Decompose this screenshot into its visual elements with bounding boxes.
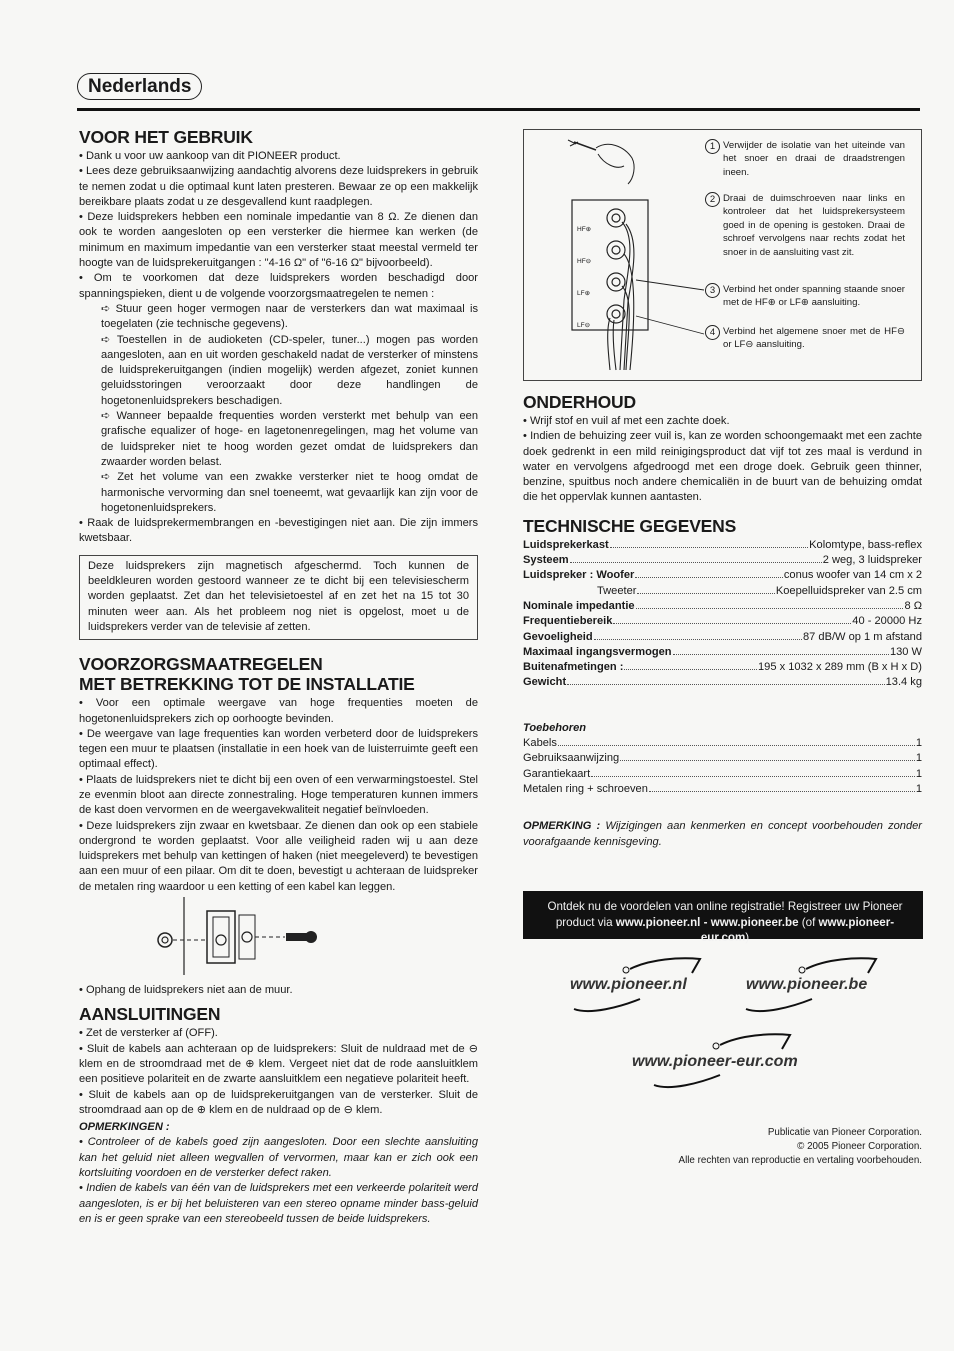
section-title-voorzorg-1: VOORZORGSMAATREGELEN <box>79 654 323 675</box>
spec-key: Frequentiebereik <box>523 615 613 628</box>
banner-link[interactable]: www.pioneer.nl - www.pioneer.be <box>615 915 799 929</box>
sub-item: ➪ Toestellen in de audioketen (CD-speler, tuner...) mogen pas worden aangesloten, aan en uit worden geschakeld nadat de versterker of minstens de luidsprekeruitgangen (indien mogelijk) werden afgezet, zoniet kunnen geluidsstoringen veroorzaakt door deze handlingen de hogetonenluidsprekers beschadigen. <box>101 333 478 407</box>
step-text: Verbind het algemene snoer met de HF⊖ or LF⊖ aansluiting. <box>723 326 905 351</box>
banner-text: (of <box>798 915 819 929</box>
banner-link[interactable]: www.pioneer-eur.com <box>700 915 895 944</box>
terminal-label: HF⊖ <box>577 258 592 265</box>
accessory-name: Garantiekaart <box>523 767 591 780</box>
paragraph: • Sluit de kabels aan achteraan op de luidsprekers: Sluit de nuldraad met de ⊖ klem en de stroomdraad met de ⊕ klem. Vergeet niet dat de rode aansluitklem een positieve polariteit en de zwarte aansluitklem een negatieve polariteit heeft. <box>79 1042 478 1086</box>
publication-line: Publicatie van Pioneer Corporation. <box>767 1127 922 1138</box>
paragraph: • Zet de versterker af (OFF). <box>79 1027 218 1040</box>
section-title-technische-gegevens: TECHNISCHE GEGEVENS <box>523 515 737 536</box>
spec-value: 8 Ω <box>904 599 922 612</box>
paragraph: • Indien de behuizing zeer vuil is, kan ze worden schoongemaakt met een zachte doek gedrenkt in een mild reinigingsproduct dat vijf tot zes maal is verdund in water en vervolgens afgedroogd met een droge doek. Gebruik geen thinner, benzine, spuitbus noch andere chemicaliën in de buurt van de behuizing omdat die het oppervlak kunnen aantasten. <box>523 430 922 504</box>
diagram-step-2 <box>705 192 905 259</box>
paragraph: • Raak de luidsprekermembrangen en -bevestigingen niet aan. Die zijn immers kwetsbaar. <box>79 517 478 545</box>
paragraph: • Plaats de luidsprekers niet te dicht bij een oven of een verwarmingstoestel. Stel ze evenmin bloot aan directe zonnestraling. Hoge temperaturen kunnen immers de kast doen vervormen en de weergavekwaliteit negatief beïnvloeden. <box>79 773 478 817</box>
paragraph: • Ophang de luidsprekers niet aan de muur. <box>79 984 293 997</box>
section-title-voor: VOOR HET GEBRUIK <box>79 127 253 147</box>
mounting-ring-illustration <box>79 895 478 983</box>
sub-item: ➪ Stuur geen hoger vermogen naar de versterkers dan wat maximaal is toegelaten (zie technische gegevens). <box>101 302 478 331</box>
accessory-name: Kabels <box>523 737 557 750</box>
step-number: 1 <box>705 139 720 154</box>
step-number: 4 <box>705 325 720 340</box>
paragraph: • Voor een optimale weergave van hoge frequenties moeten de hogetonenluidsprekers zich op oorhoogte bevinden. <box>79 697 478 725</box>
step-text: Verbind het onder spanning staande snoer met de HF⊕ or LF⊕ aansluiting. <box>723 284 905 309</box>
spec-table <box>523 538 922 691</box>
section-title-onderhoud: ONDERHOUD <box>523 392 636 412</box>
banner-text: ) <box>745 931 750 944</box>
spec-row <box>523 584 922 599</box>
spec-value: Kolomtype, bass-reflex <box>809 538 922 551</box>
note-item: • Controleer of de kabels goed zijn aangesloten. Door een slechte aansluiting kan het geluid niet alleen wegvallen of vervormen, maar kan er zich ook een kortsluiting voordoen en de versterker defect raken. <box>79 1136 478 1180</box>
paragraph: • Deze luidsprekers zijn zwaar en kwetsbaar. Ze dienen dan ook op een stabiele ondergrond te worden geplaatst. Voor alle veiligheid raden wij u aan deze luidsprekers met behulp van kettingen of haken (niet meegeleverd) te bevestigen aan een muur of een pilaar. Om dit te doen, bevestigt u achteraan de luidspreker de metalen ring waardoor u een ketting of een kabel kan leggen. <box>79 819 478 893</box>
terminal-label: LF⊕ <box>577 290 591 297</box>
spec-key: Gevoeligheid <box>523 630 593 643</box>
accessory-qty: 1 <box>915 752 922 765</box>
section-title-voorzorg-2: MET BETREKKING TOT DE INSTALLATIE <box>79 674 415 695</box>
paragraph: • Sluit de kabels aan op de luidsprekeruitgangen van de versterker. Sluit de stroomdraad aan op de ⊕ klem en de nuldraad op de ⊖ klem. <box>79 1088 478 1116</box>
spec-row <box>523 553 922 568</box>
spec-key: Gewicht <box>523 676 567 689</box>
magnetic-shield-notice: Deze luidsprekers zijn magnetisch afgeschermd. Toch kunnen de beeldkleuren worden gestoord wanneer ze te dicht bij een televisiescherm worden geplaatst. Zet dan het televisietoestel af en zet het na 15 tot 30 minuten weer aan. Als het probleem nog niet is opgelost, moet u de luidsprekers verder van de televisie af zetten. <box>79 555 478 640</box>
terminal-labels <box>577 214 597 342</box>
step-number: 2 <box>705 192 720 207</box>
section-title-aansluitingen: AANSLUITINGEN <box>79 1004 221 1025</box>
step-text: Verwijder de isolatie van het uiteinde van het snoer en draai de draadstrengen ineen. <box>723 140 905 178</box>
publication-info <box>600 1126 922 1168</box>
diagram-step-4 <box>705 325 905 352</box>
accessory-name: Metalen ring + schroeven <box>523 782 648 795</box>
registration-banner <box>523 891 923 944</box>
left-column <box>79 127 478 1227</box>
spec-value: Koepelluidspreker van 2.5 cm <box>775 584 922 597</box>
spec-key: Tweeter <box>597 584 637 597</box>
terminal-label: LF⊖ <box>577 322 591 329</box>
spec-key: Luidsprekerkast <box>523 538 609 551</box>
paragraph: • Deze luidsprekers hebben een nominale impedantie van 8 Ω. Ze dienen dan ook te worden aangesloten op een versterker die hiermee kan werken (de minimum en maximum impedantie van een versterker staat meestal vermeld ter hoogte van de luidsprekeruitgangen : "4-16 Ω" of "6-16 Ω" bijvoorbeeld). <box>79 211 478 270</box>
spec-row <box>523 538 922 553</box>
spec-value: 87 dB/W op 1 m afstand <box>802 630 922 643</box>
spec-row <box>523 645 922 660</box>
spec-key: Buitenafmetingen : <box>523 661 624 674</box>
spec-key: Luidspreker : Woofer <box>523 569 635 582</box>
website-eur[interactable]: www.pioneer-eur.com <box>632 1053 798 1070</box>
connection-diagram <box>523 129 922 381</box>
paragraph: • Om te voorkomen dat deze luidsprekers worden beschadigd door spanningspieken, dient u de volgende voorzorgsmaatregelen te nemen : <box>79 272 478 300</box>
header-rule <box>77 108 920 111</box>
accessory-qty: 1 <box>915 782 922 795</box>
spec-key: Maximaal ingangsvermogen <box>523 645 672 658</box>
language-tab: Nederlands <box>77 73 202 100</box>
diagram-step-1 <box>705 139 905 179</box>
spec-row <box>523 599 922 614</box>
sub-item: ➪ Wanneer bepaalde frequenties worden versterkt met behulp van een grafische equalizer of hoge- en lagetonenregelingen, mag het volume van de luidspreker niet te hoog worden gezet omdat de luidsprekers dan zwaarder worden belast. <box>101 410 478 468</box>
accessory-row <box>523 751 922 766</box>
spec-row <box>523 660 922 675</box>
sub-item: ➪ Zet het volume van een zwakke versterker niet te hoog omdat de harmonische vervorming dan snel toeneemt, wat gevaarlijk kan zijn voor de hogetonenluidsprekers. <box>101 471 478 514</box>
right-column <box>523 392 922 850</box>
accessory-row <box>523 736 922 751</box>
note-item: • Indien de kabels van één van de luidsprekers met een verkeerde polariteit werd aangesloten, is er bij het beluisteren van een stereo opname minder bass-geluid en is er geen sprake van een stereobeeld tussen de beide luidsprekers. <box>79 1182 478 1225</box>
diagram-step-3 <box>705 283 905 310</box>
copyright-line: © 2005 Pioneer Corporation. <box>797 1141 922 1152</box>
spec-key: Systeem <box>523 554 569 567</box>
spec-row <box>523 614 922 629</box>
website-be[interactable]: www.pioneer.be <box>746 976 868 993</box>
spec-value: 13.4 kg <box>885 676 922 689</box>
banner-line-1: Ontdek nu de voordelen van online registratie! Registreer uw Pioneer <box>547 900 903 913</box>
spec-row <box>523 675 922 690</box>
paragraph: • Lees deze gebruiksaanwijzing aandachtig alvorens deze luidsprekers in gebruik te nemen zodat u die optimaal kunt laten presteren. Bewaar ze op een makkelijk bereikbare plaats zodat u ze desgevallend kunt raadplegen. <box>79 165 478 208</box>
spec-value: 195 x 1032 x 289 mm (B x H x D) <box>757 661 922 674</box>
spec-row <box>523 630 922 645</box>
accessory-qty: 1 <box>915 767 922 780</box>
spec-value: 130 W <box>889 645 922 658</box>
accessory-row <box>523 782 922 797</box>
paragraph: • Wrijf stof en vuil af met een zachte doek. <box>523 415 730 427</box>
spec-note <box>523 819 922 850</box>
notes-heading: OPMERKINGEN : <box>79 1121 170 1134</box>
spec-row <box>523 568 922 583</box>
step-text: Draai de duimschroeven naar links en kontroleer dat het luidsprekersysteem goed in de opening is gestoken. Draai de schroef vervolgens naar rechts zodat het snoer in de aansluiting vast zit. <box>723 193 905 258</box>
accessory-qty: 1 <box>915 737 922 750</box>
spec-key: Nominale impedantie <box>523 599 635 612</box>
banner-text: product via <box>555 915 616 929</box>
spec-note-label: OPMERKING : <box>523 820 601 833</box>
paragraph: • Dank u voor uw aankoop van dit PIONEER product. <box>79 150 341 162</box>
accessories-list <box>523 736 922 797</box>
accessory-row <box>523 767 922 782</box>
spec-value: 2 weg, 3 luidspreker <box>822 554 922 567</box>
banner-line-2 <box>537 915 913 946</box>
spec-note-text: Wijzigingen aan kenmerken en concept voorbehouden zonder voorafgaande kennisgeving. <box>523 820 922 848</box>
paragraph: • De weergave van lage frequenties kan worden verbeterd door de luidsprekers tegen een muur te plaatsen (installatie in een hoek van de luisterruimte geeft een optimaal effect). <box>79 727 478 771</box>
accessories-heading: Toebehoren <box>523 721 587 734</box>
website-nl[interactable]: www.pioneer.nl <box>570 976 687 993</box>
terminal-label: HF⊕ <box>577 226 592 233</box>
accessory-name: Gebruiksaanwijzing <box>523 752 620 765</box>
spec-value: 40 - 20000 Hz <box>852 615 922 628</box>
rights-line: Alle rechten van reproductie en vertaling voorbehouden. <box>678 1155 922 1166</box>
step-number: 3 <box>705 283 720 298</box>
spec-value: conus woofer van 14 cm x 2 <box>783 569 922 582</box>
